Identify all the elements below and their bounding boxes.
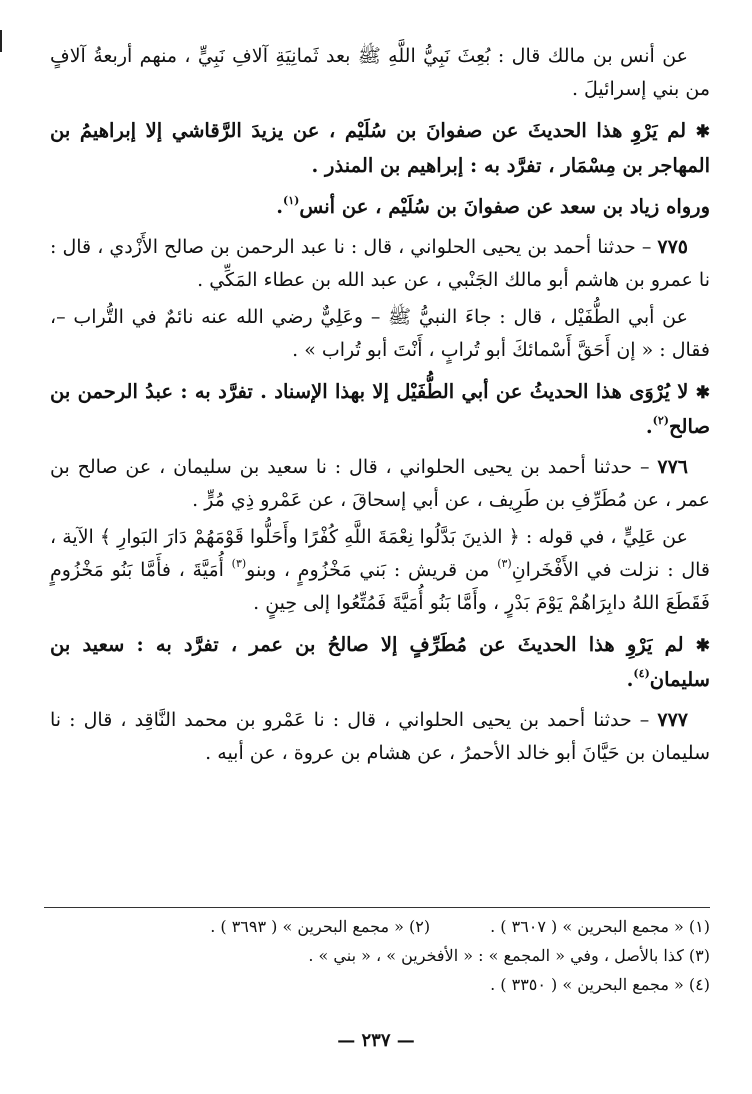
main-text [50,40,710,774]
hadith-number: ٧٧٥ [657,236,688,258]
hadith-776: ٧٧٦ – حدثنا أحمد بن يحيى الحلواني ، قال : نا سعيد بن سليمان ، عن صالح بن عمر ، عن مُطَرِّفِ بن طَرِيف ، عن أبي إسحاقَ ، عن عَمْرو ذِي مُرٍّ . [50,456,710,511]
footnote-2: (٢) « مجمع البحرين » ( ٣٦٩٣ ) . [210,917,431,936]
footnotes [50,912,710,999]
footnote-ref-3[interactable]: (٣) [497,557,512,570]
paragraph-anas: عن أنس بن مالك قال : بُعِثَ نَبِيُّ اللَّهِ ﷺ بعد ثَمانِيَةِ آلافِ نَبِيٍّ ، منهم أربعةُ آلافٍ من بني إسرائيلَ . [50,45,710,100]
footnote-ref-4[interactable]: (٤) [633,667,650,680]
hadith-number: ٧٧٦ [657,456,688,478]
footnote-3: (٣) كذا بالأصل ، وفي « المجمع » : « الأفخرين » ، « بني » . [308,946,710,965]
page-number: — ٢٣٧ — [337,1030,415,1051]
margin-mark [0,30,2,52]
footnote-4: (٤) « مجمع البحرين » ( ٣٣٥٠ ) . [490,975,710,994]
footnote-row [50,970,710,999]
footnote-row [50,941,710,970]
star-icon: ✱ [695,636,710,656]
footnote-1: (١) « مجمع البحرين » ( ٣٦٠٧ ) . [490,917,710,936]
paragraph-abu-tufayl: عن أبي الطُّفَيْل ، قال : جاءَ النبيُّ ﷺ – وعَلِيٌّ رضي الله عنه نائمٌ في التُّراب –، فقال : « إن أَحَقَّ أَسْمائكَ أبو تُرابٍ ، أَنْتَ أبو تُراب » . [50,306,710,361]
note-safwan: ✱ لم يَرْوِ هذا الحديثَ عن صفوانَ بن سُلَيْم ، عن يزيدَ الرَّقاشي إلا إبراهيمُ بن المهاجر بن مِسْمَار ، تفرَّد به : إبراهيم بن المنذر . [50,119,710,177]
footnote-ref-1[interactable]: (١) [283,194,300,207]
note-mutarrif: ✱ لم يَرْوِ هذا الحديثَ عن مُطَرِّفٍ إلا صالحُ بن عمر ، تفرَّد به : سعيد بن سليمان$^{(٤)}$. [50,633,710,691]
hadith-number: ٧٧٧ [657,709,688,731]
note-abu-tufayl: ✱ لا يُرْوَى هذا الحديثُ عن أبي الطُّفَيْل إلا بهذا الإسناد . تفرَّد به : عبدُ الرحمن بن صالح$^{(٢)}$. [50,380,710,438]
note-ziyad: ورواه زياد بن سعد عن صفوانَ بن سُلَيْم ، عن أنس$^{(١)}$. [276,194,710,218]
footnote-ref-3b[interactable]: (٣) [231,557,247,570]
paragraph-ali: عن عَلِيٍّ ، في قوله : ﴿ الذينَ بَدَّلُوا نِعْمَةَ اللَّهِ كُفْرًا وأَحَلُّوا قَوْمَهُمْ دَارَ البَوارِ ﴾ الآية ، قال : نزلت في الأَفْخَرانِ$^{(٣)}$ من قريش : بَني مَخْزُومٍ ، وبنو$^{(٣)}$ أُمَيَّةَ ، فأَمَّا بَنُو مَخْزُومٍ فَقَطَعَ اللهُ دابِرَاهُمْ يَوْمَ بَدْرٍ ، وأَمَّا بَنُو أُمَيَّةَ فَمُتِّعُوا إلى حِينٍ . [50,526,710,614]
footnote-ref-2[interactable]: (٢) [652,414,669,427]
hadith-775: ٧٧٥ – حدثنا أحمد بن يحيى الحلواني ، قال : نا عبد الرحمن بن صالح الأَزْدي ، قال : نا عمرو بن هاشم أبو مالك الجَنْبي ، عن عبد الله بن عطاء المَكِّي . [50,236,710,291]
star-icon: ✱ [695,383,710,403]
hadith-777: ٧٧٧ – حدثنا أحمد بن يحيى الحلواني ، قال : نا عَمْرو بن محمد النَّاقِد ، قال : نا سليمان بن حَيَّانَ أبو خالد الأحمرُ ، عن هشام بن عروة ، عن أبيه . [50,709,710,764]
footnote-divider [44,907,710,908]
star-icon: ✱ [695,122,710,142]
footnote-row [50,912,710,941]
